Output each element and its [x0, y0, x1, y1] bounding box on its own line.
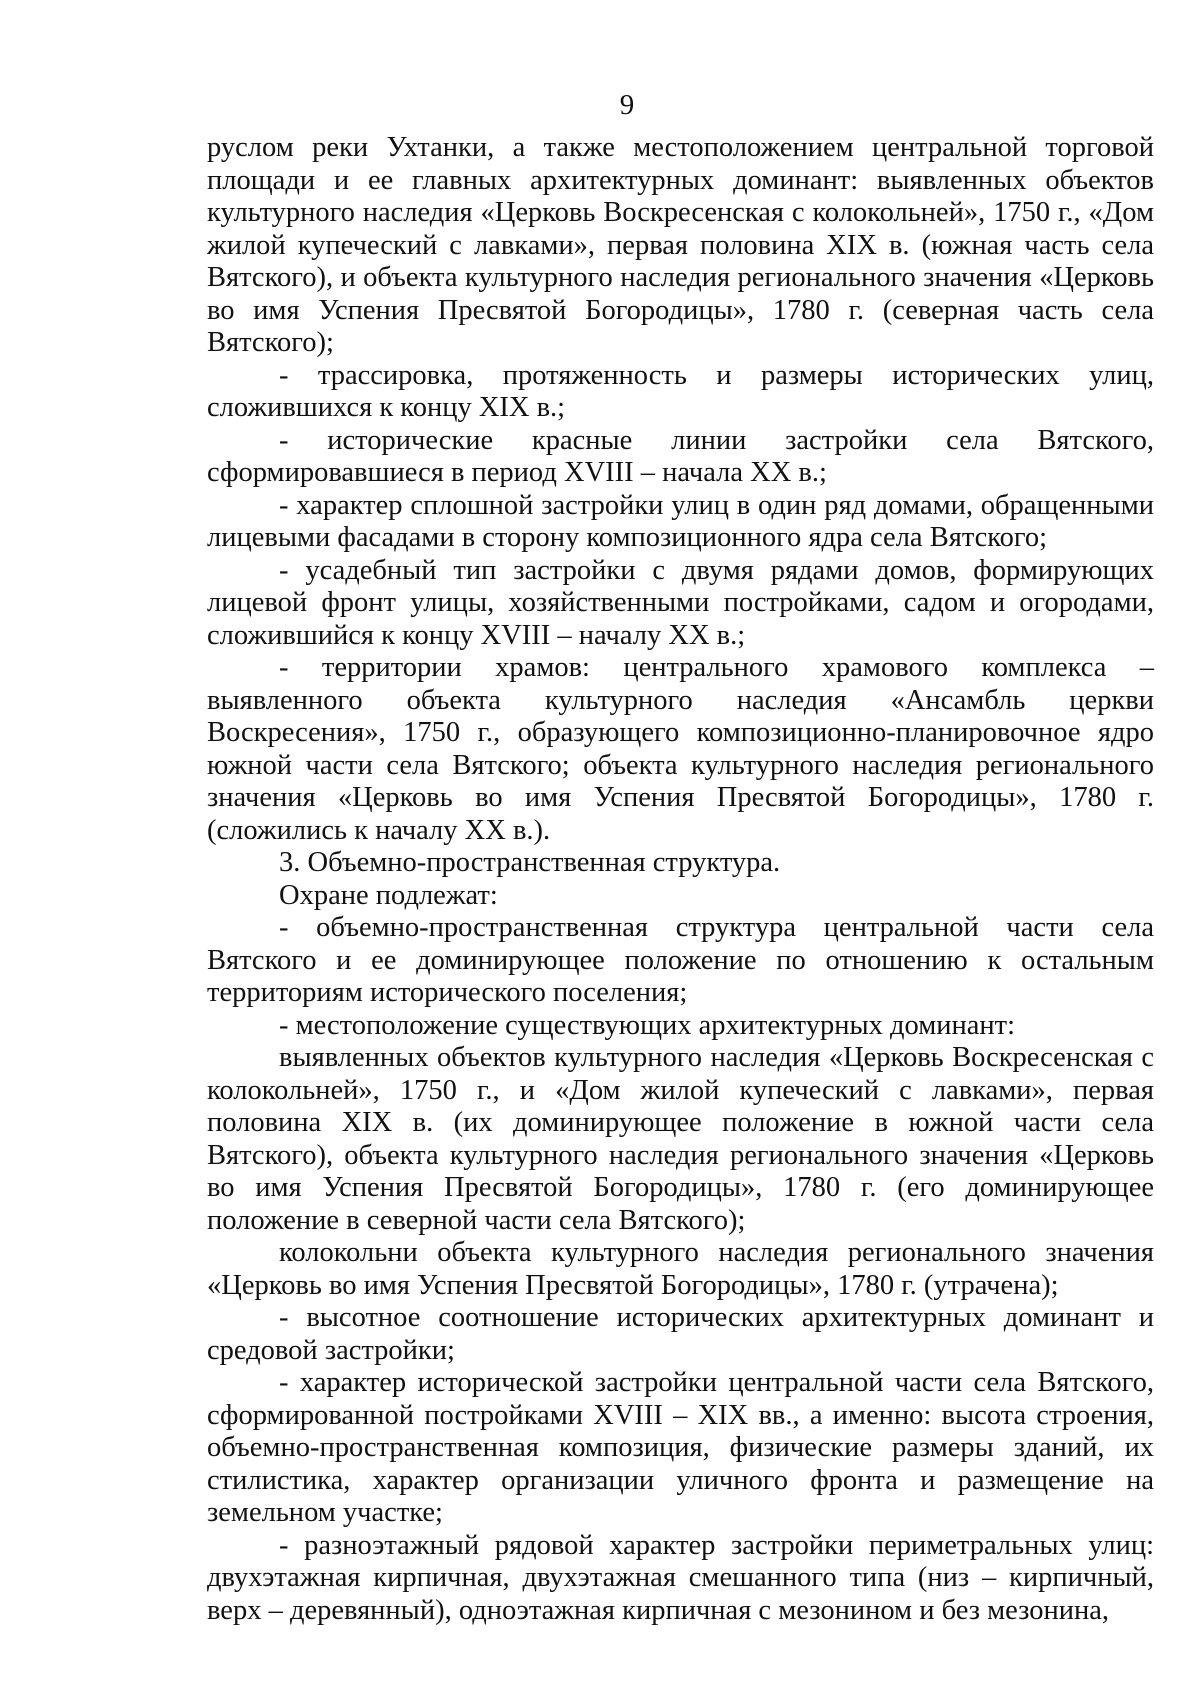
paragraph: - характер исторической застройки центральной части села Вятского, сформированной постройками XVIII – XIX вв., а именно: высота строения, объемно-пространственная композиция, физические размеры зданий, их стилистика, характер организации уличного фронта и размещение на земельном участке; [207, 1367, 1154, 1528]
paragraph: - характер сплошной застройки улиц в один ряд домами, обращенными лицевыми фасадами в сторону композиционного ядра села Вятского; [207, 489, 1154, 553]
paragraph: - разноэтажный рядовой характер застройки периметральных улиц: двухэтажная кирпичная, двухэтажная смешанного типа (низ – кирпичный, верх – деревянный), одноэтажная кирпичная с мезонином и без мезонина, [207, 1529, 1154, 1626]
section-heading: 3. Объемно-пространственная структура. [279, 847, 781, 878]
paragraph: - трассировка, протяженность и размеры исторических улиц, сложившихся к концу XIX в.; [207, 359, 1154, 423]
paragraph: руслом реки Ухтанки, а также местоположением центральной торговой площади и ее главных архитектурных доминант: выявленных объектов культурного наследия «Церковь Воскресенская с колокольней», 1750 г., «Дом жилой купеческий с лавками», первая половина XIX в. (южная часть села Вятского), и объекта культурного наследия регионального значения «Церковь во имя Успения Пресвятой Богородицы», 1780 г. (северная часть села Вятского); [207, 132, 1154, 358]
paragraph: колокольни объекта культурного наследия регионального значения «Церковь во имя Успения Пресвятой Богородицы», 1780 г. (утрачена); [207, 1237, 1154, 1301]
paragraph: Охране подлежат: [279, 879, 498, 911]
paragraph: выявленных объектов культурного наследия «Церковь Воскресенская с колокольней», 1750 г., и «Дом жилой купеческий с лавками», первая половина XIX в. (их доминирующее положение в южной части села Вятского), объекта культурного наследия регионального значения «Церковь во имя Успения Пресвятой Богородицы», 1780 г. (его доминирующее положение в северной части села Вятского); [207, 1042, 1154, 1236]
page-number: 9 [619, 89, 635, 121]
paragraph: - усадебный тип застройки с двумя рядами домов, формирующих лицевой фронт улицы, хозяйственными постройками, садом и огородами, сложившийся к концу XVIII – началу XX в.; [207, 554, 1154, 651]
paragraph: - объемно-пространственная структура центральной части села Вятского и ее доминирующее положение по отношению к остальным территориям исторического поселения; [207, 912, 1154, 1008]
document-body [207, 132, 1154, 1627]
paragraph: - исторические красные линии застройки села Вятского, сформировавшиеся в период XVIII – начала XX в.; [207, 424, 1154, 488]
paragraph: - высотное соотношение исторических архитектурных доминант и средовой застройки; [207, 1302, 1154, 1366]
paragraph: - местоположение существующих архитектурных доминант: [279, 1009, 1016, 1041]
paragraph: - территории храмов: центрального храмового комплекса – выявленного объекта культурного наследия «Ансамбль церкви Воскресения», 1750 г., образующего композиционно-планировочное ядро южной части села Вятского; объекта культурного наследия регионального значения «Церковь во имя Успения Пресвятой Богородицы», 1780 г. (сложились к началу XX в.). [207, 652, 1154, 846]
